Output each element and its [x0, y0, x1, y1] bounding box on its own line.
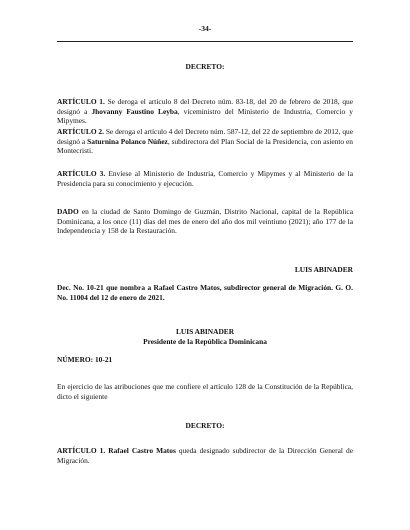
- article-text: , viceministro del Ministerio de Industria, Comercio y Mipymes.: [57, 106, 354, 126]
- decree-heading-2: DECRETO:: [185, 421, 225, 430]
- president-name: LUIS ABINADER: [175, 327, 235, 336]
- article-label: ARTÍCULO 2.: [57, 127, 104, 136]
- decree-number: NÚMERO: 10-21: [57, 355, 113, 364]
- signature-1: LUIS ABINADER: [294, 265, 353, 274]
- article-text: , subdirectora del Plan Social de la Presidencia, con asiento en Montecristi.: [57, 136, 354, 156]
- article-3-notification: [57, 169, 353, 188]
- header-rule: [57, 41, 353, 42]
- article-text: Envíese al Ministerio de Industria, Comercio y Mipymes y al Ministerio de la Presidencia para su conocimiento y ejecución.: [57, 169, 353, 188]
- dado-label: DADO: [57, 207, 79, 216]
- dado-text: en la ciudad de Santo Domingo de Guzmán, Distrito Nacional, capital de la República Dominicana, a los once (11) días del mes de enero del año dos mil veintiuno (2021); año 177 de la Independencia y 158 de la Restauración.: [57, 207, 353, 236]
- article-label: ARTÍCULO 3.: [57, 169, 106, 178]
- decree-heading-1: DECRETO:: [185, 62, 225, 71]
- page-number: -34-: [198, 24, 212, 33]
- decree-summary: Dec. No. 10-21 que nombra a Rafael Castro Matos, subdirector general de Migración. G. O. No. 11004 del 12 de enero de 2021.: [57, 283, 353, 302]
- person-name: Jhovanny Faustino Leyba: [91, 106, 178, 116]
- article-2-repeal-polanco: [57, 127, 353, 156]
- article-text: queda designado subdirector de la Dirección General de Migración.: [57, 446, 354, 465]
- article-text: Se deroga el artículo 8 del Decreto núm. 83-18, del 20 de febrero de 2018, que designó a: [57, 97, 353, 116]
- article-1-appointment: [57, 446, 353, 465]
- article-text: Se deroga el artículo 4 del Decreto núm. 587-12, del 22 de septiembre de 2012, que designó a: [57, 127, 353, 146]
- article-label: ARTÍCULO 1.: [57, 446, 106, 455]
- article-1-repeal-leyba: [57, 97, 353, 126]
- person-name: Rafael Castro Matos: [105, 446, 176, 455]
- preamble: En ejercicio de las atribuciones que me confiere el artículo 128 de la Constitución de la República, dicto el siguiente: [57, 382, 353, 401]
- article-label: ARTÍCULO 1.: [57, 97, 105, 106]
- person-name: Saturnina Polanco Núñez: [87, 136, 168, 146]
- dado-paragraph: [57, 207, 353, 236]
- president-title: Presidente de la República Dominicana: [143, 337, 267, 346]
